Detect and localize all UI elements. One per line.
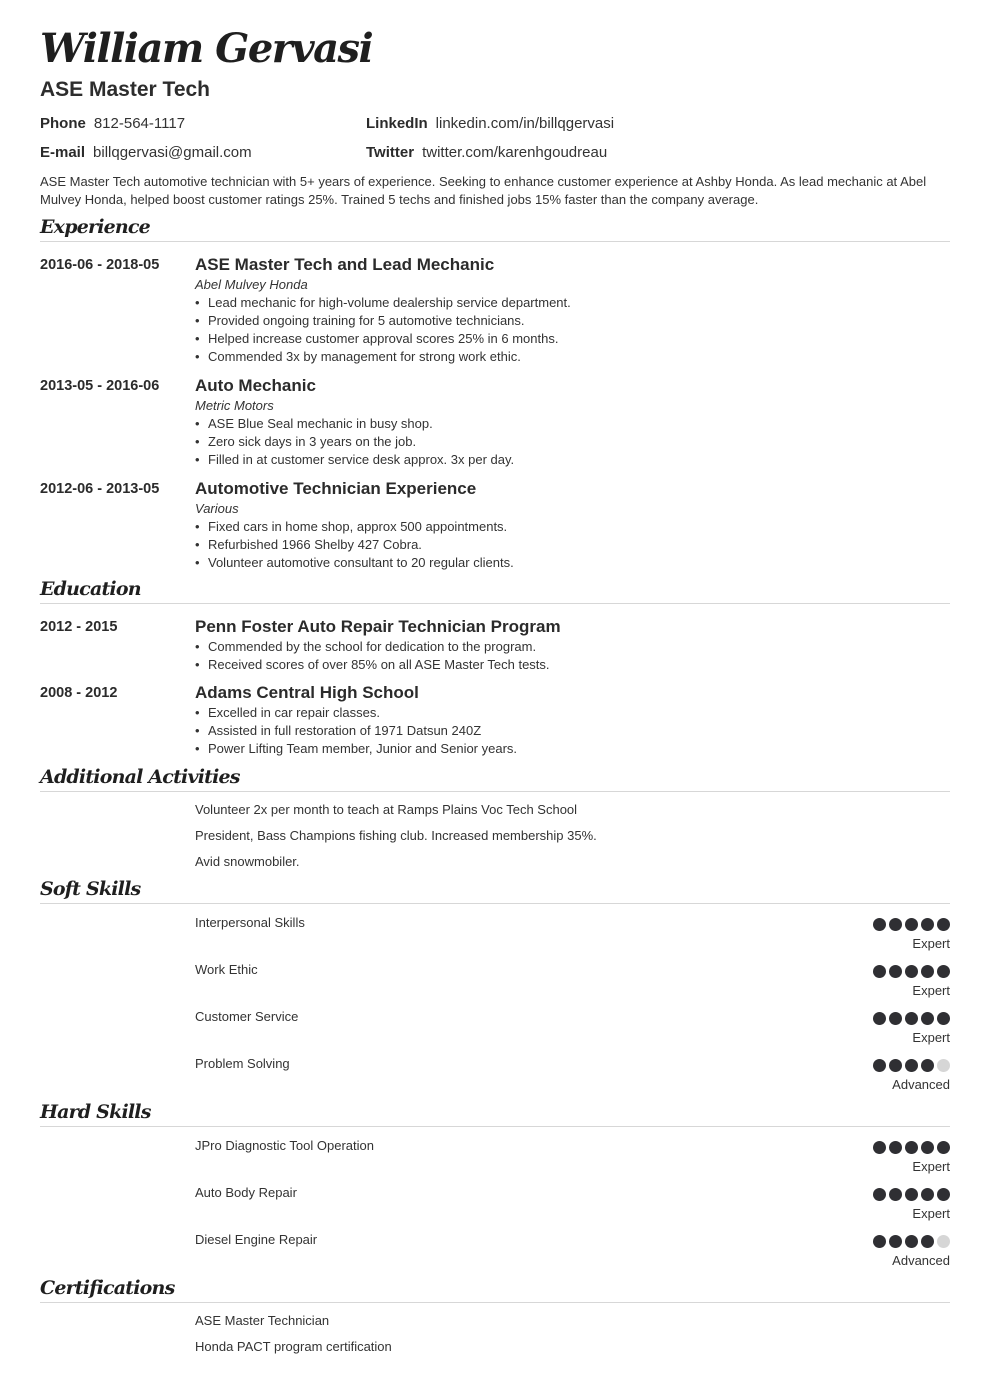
skill-name: Problem Solving xyxy=(195,1056,290,1071)
skill-level: Advanced xyxy=(892,1077,950,1092)
list-item: • Power Lifting Team member, Junior and Senior years. xyxy=(195,740,517,758)
email-label: E-mail xyxy=(40,144,86,161)
skill-name: Interpersonal Skills xyxy=(195,915,305,930)
list-item: • Zero sick days in 3 years on the job. xyxy=(195,433,514,451)
rating-dot-filled xyxy=(889,1059,902,1072)
entry-date: 2012-06 - 2013-05 xyxy=(40,481,160,497)
rating-dot-filled xyxy=(921,1141,934,1154)
entry-title: ASE Master Tech and Lead Mechanic xyxy=(195,255,495,274)
skill-name: Auto Body Repair xyxy=(195,1185,297,1200)
list-item: • Filled in at customer service desk approx. 3x per day. xyxy=(195,451,514,469)
entry-bullets xyxy=(195,415,514,469)
entry-title: Automotive Technician Experience xyxy=(195,479,477,498)
skill-level: Advanced xyxy=(892,1253,950,1268)
entry-date: 2008 - 2012 xyxy=(40,685,118,701)
rating-dot-filled xyxy=(905,1235,918,1248)
entry-title: Penn Foster Auto Repair Technician Program xyxy=(195,617,561,636)
candidate-name: William Gervasi xyxy=(40,25,373,72)
soft-skills-section xyxy=(40,876,950,1092)
rating-dot-filled xyxy=(873,918,886,931)
rating-dot-filled xyxy=(873,1141,886,1154)
entry-company: Metric Motors xyxy=(195,398,274,413)
entry-title: Auto Mechanic xyxy=(195,376,316,395)
rating-dot-filled xyxy=(889,1141,902,1154)
entry-bullets xyxy=(195,638,550,674)
rating-dot-filled xyxy=(937,965,950,978)
certifications-section xyxy=(40,1275,950,1354)
rating-dot-filled xyxy=(937,1141,950,1154)
skill-level: Expert xyxy=(912,1206,950,1221)
skill-rating xyxy=(873,918,950,931)
education-heading: Education xyxy=(40,576,950,604)
skill-rating xyxy=(873,1012,950,1025)
skill-level: Expert xyxy=(912,936,950,951)
skill-name: Customer Service xyxy=(195,1009,299,1024)
rating-dot-empty xyxy=(937,1235,950,1248)
contact-phone xyxy=(40,115,185,133)
soft-skills-heading: Soft Skills xyxy=(40,876,950,904)
entry-company: Abel Mulvey Honda xyxy=(195,277,308,292)
activity-item: Avid snowmobiler. xyxy=(195,854,300,869)
skill-level: Expert xyxy=(912,1159,950,1174)
rating-dot-filled xyxy=(921,1012,934,1025)
hard-skills-section xyxy=(40,1099,950,1268)
list-item: • ASE Blue Seal mechanic in busy shop. xyxy=(195,415,514,433)
skill-rating xyxy=(873,1141,950,1154)
certifications-heading: Certifications xyxy=(40,1275,950,1303)
list-item: • Refurbished 1966 Shelby 427 Cobra. xyxy=(195,536,514,554)
twitter-label: Twitter xyxy=(366,144,415,161)
linkedin-value: linkedin.com/in/billqgervasi xyxy=(435,115,615,132)
list-item: • Provided ongoing training for 5 automotive technicians. xyxy=(195,312,571,330)
skill-rating xyxy=(873,965,950,978)
linkedin-label: LinkedIn xyxy=(366,115,428,132)
skill-rating xyxy=(873,1059,950,1072)
list-item: • Lead mechanic for high-volume dealership service department. xyxy=(195,294,571,312)
rating-dot-filled xyxy=(921,965,934,978)
activities-heading: Additional Activities xyxy=(40,764,950,792)
contact-twitter xyxy=(366,144,607,162)
rating-dot-filled xyxy=(937,1188,950,1201)
certification-item: ASE Master Technician xyxy=(195,1313,330,1328)
activities-section xyxy=(40,764,950,869)
skill-level: Expert xyxy=(912,983,950,998)
skill-name: JPro Diagnostic Tool Operation xyxy=(195,1138,374,1153)
rating-dot-filled xyxy=(905,1012,918,1025)
contact-email xyxy=(40,144,252,162)
activity-item: Volunteer 2x per month to teach at Ramps Plains Voc Tech School xyxy=(195,802,578,817)
entry-date: 2016-06 - 2018-05 xyxy=(40,257,160,273)
contact-linkedin xyxy=(366,115,614,133)
rating-dot-filled xyxy=(921,1188,934,1201)
entry-date: 2012 - 2015 xyxy=(40,619,118,635)
phone-value: 812-564-1117 xyxy=(93,115,186,132)
activity-item: President, Bass Champions fishing club. Increased membership 35%. xyxy=(195,828,597,843)
experience-heading: Experience xyxy=(40,214,950,242)
email-value: billqgervasi@gmail.com xyxy=(93,144,252,161)
job-title: ASE Master Tech xyxy=(40,78,210,101)
rating-dot-filled xyxy=(905,965,918,978)
entry-title: Adams Central High School xyxy=(195,683,419,702)
rating-dot-filled xyxy=(873,965,886,978)
rating-dot-filled xyxy=(921,1235,934,1248)
entry-date: 2013-05 - 2016-06 xyxy=(40,378,160,394)
rating-dot-filled xyxy=(873,1012,886,1025)
certification-item: Honda PACT program certification xyxy=(195,1339,392,1354)
entry-company: Various xyxy=(195,501,239,516)
experience-section xyxy=(40,214,950,570)
skill-rating xyxy=(873,1188,950,1201)
hard-skills-heading: Hard Skills xyxy=(40,1099,950,1127)
rating-dot-filled xyxy=(921,1059,934,1072)
entry-bullets xyxy=(195,704,517,758)
profile-summary: ASE Master Tech automotive technician with 5+ years of experience. Seeking to enhance customer experience at Ashby Honda. As lead mechanic at Abel Mulvey Honda, helped boost customer ratings 25%. Trained 5 techs and finished jobs 15% faster than the company average. xyxy=(40,174,927,207)
list-item: • Excelled in car repair classes. xyxy=(195,704,517,722)
list-item: • Assisted in full restoration of 1971 Datsun 240Z xyxy=(195,722,517,740)
list-item: • Volunteer automotive consultant to 20 regular clients. xyxy=(195,554,514,572)
skill-rating xyxy=(873,1235,950,1248)
rating-dot-filled xyxy=(905,918,918,931)
phone-label: Phone xyxy=(40,115,86,132)
rating-dot-filled xyxy=(889,918,902,931)
rating-dot-filled xyxy=(889,965,902,978)
list-item: • Fixed cars in home shop, approx 500 appointments. xyxy=(195,518,514,536)
skill-level: Expert xyxy=(912,1030,950,1045)
entry-bullets xyxy=(195,294,571,366)
skill-name: Work Ethic xyxy=(195,962,258,977)
list-item: • Helped increase customer approval scores 25% in 6 months. xyxy=(195,330,571,348)
rating-dot-empty xyxy=(937,1059,950,1072)
rating-dot-filled xyxy=(873,1059,886,1072)
list-item: • Commended 3x by management for strong work ethic. xyxy=(195,348,571,366)
rating-dot-filled xyxy=(905,1141,918,1154)
rating-dot-filled xyxy=(905,1188,918,1201)
rating-dot-filled xyxy=(905,1059,918,1072)
skill-name: Diesel Engine Repair xyxy=(195,1232,318,1247)
rating-dot-filled xyxy=(889,1188,902,1201)
rating-dot-filled xyxy=(873,1188,886,1201)
rating-dot-filled xyxy=(937,918,950,931)
twitter-value: twitter.com/karenhgoudreau xyxy=(422,144,608,161)
list-item: • Received scores of over 85% on all ASE Master Tech tests. xyxy=(195,656,550,674)
rating-dot-filled xyxy=(937,1012,950,1025)
list-item: • Commended by the school for dedication to the program. xyxy=(195,638,550,656)
rating-dot-filled xyxy=(921,918,934,931)
rating-dot-filled xyxy=(873,1235,886,1248)
entry-bullets xyxy=(195,518,514,572)
education-section xyxy=(40,576,950,756)
rating-dot-filled xyxy=(889,1235,902,1248)
rating-dot-filled xyxy=(889,1012,902,1025)
